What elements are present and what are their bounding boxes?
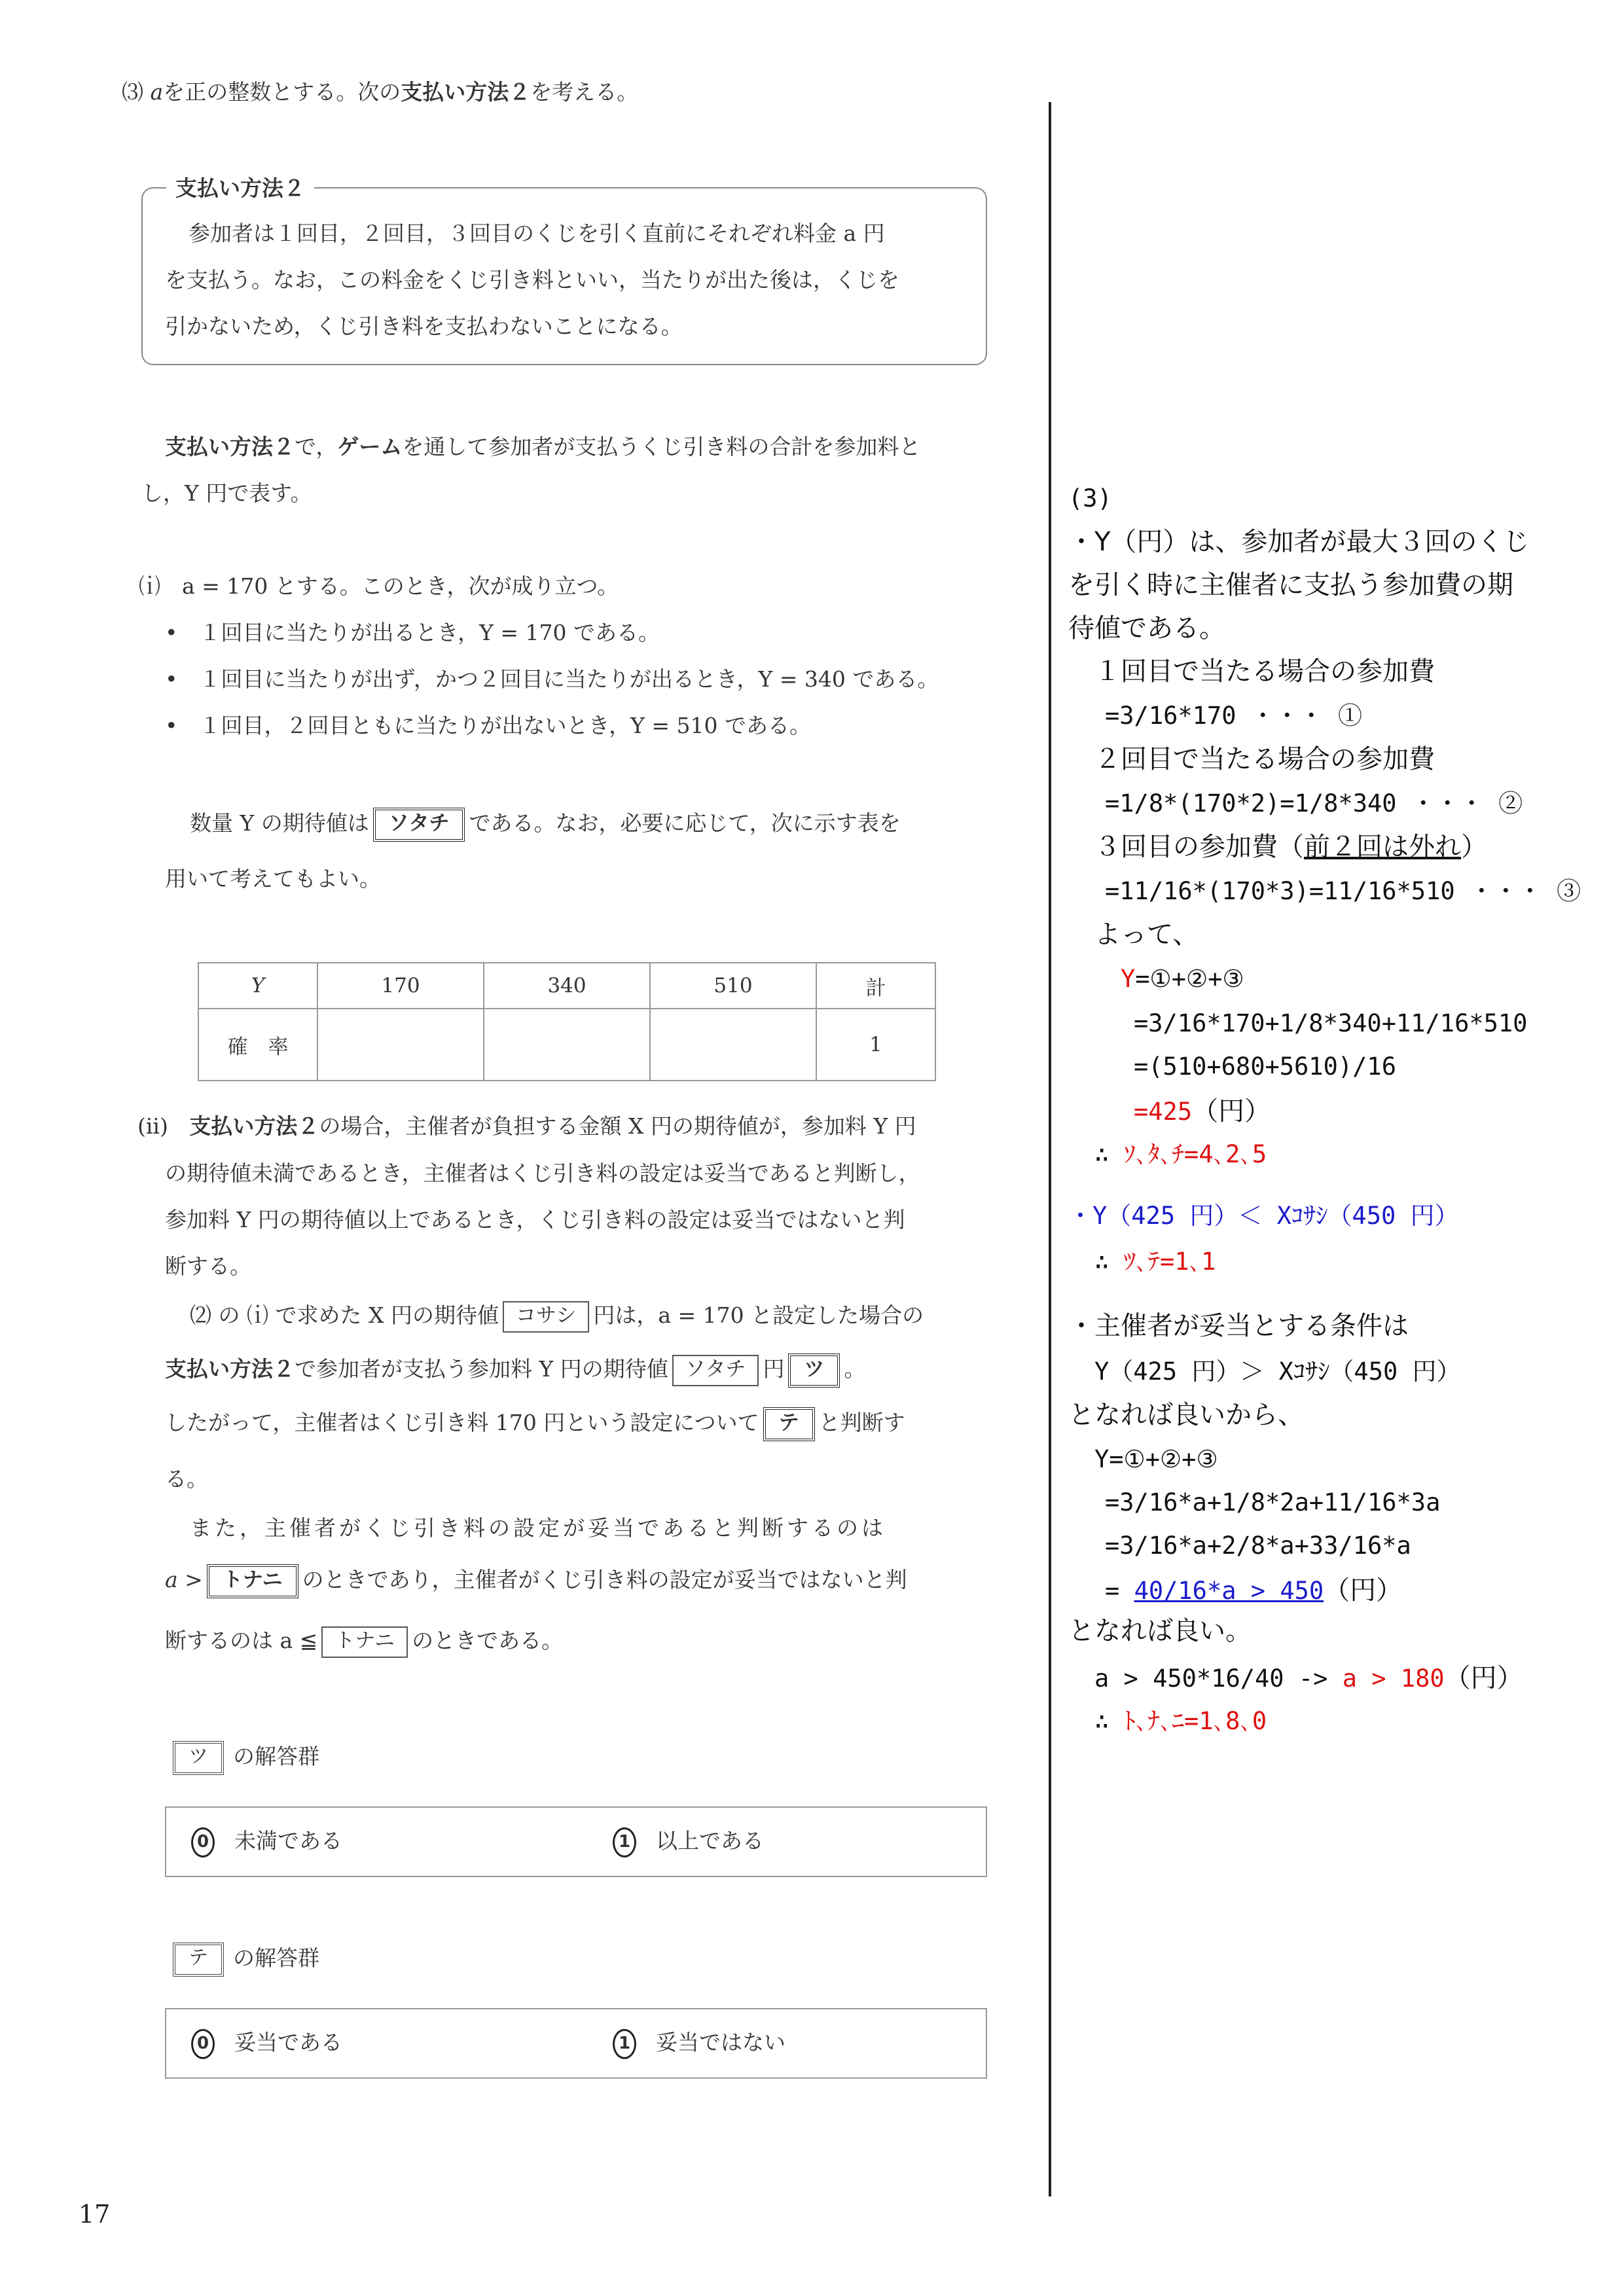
sol-y-red: Y <box>1121 965 1136 993</box>
p2-text-a: ⑵ の ⒤ で求めた X 円の期待値 <box>190 1302 499 1328</box>
option-mark: 1 <box>613 2029 636 2059</box>
p3-method-bold: 支払い方法２ <box>165 1356 295 1382</box>
table-cell <box>650 1009 816 1081</box>
sol-line-7: =1/8*(170*2)=1/8*340 ・・・ ② <box>1105 789 1523 817</box>
sol-line-19: Y（425 円）＞ Xｺｻｼ（450 円） <box>1094 1357 1461 1386</box>
paragraph-5-line-1: また，主催者がくじ引き料の設定が妥当であると判断するのは <box>190 1515 886 1541</box>
option-text: 以上である <box>656 1828 764 1854</box>
def-game-bold: ゲーム <box>337 434 403 459</box>
paragraph-5-line-2 <box>165 1564 907 1598</box>
sol-line-9: =11/16*(170*3)=11/16*510 ・・・ ③ <box>1105 877 1581 905</box>
def-method-bold: 支払い方法２ <box>165 434 295 459</box>
te-option-0[interactable] <box>191 2028 342 2059</box>
sol-line-11b: =①+②+③ <box>1135 965 1244 993</box>
sol-line-18: ・主催者が妥当とする条件は <box>1068 1311 1409 1341</box>
sol-head: (3) <box>1068 484 1112 512</box>
sol-line-24 <box>1105 1573 1402 1607</box>
expectation-line-2: 用いて考えてもよい。 <box>165 866 381 891</box>
expect-text-a: 数量 Y の期待値は <box>190 810 369 836</box>
sol-answer-sotachi: ｿ､ﾀ､ﾁ=4､2､5 <box>1123 1140 1267 1168</box>
sol-line-5: =3/16*170 ・・・ ① <box>1105 702 1363 730</box>
sol-line-2: を引く時に主催者に支払う参加費の期 <box>1068 570 1513 600</box>
sol-line-13: =(510+680+5610)/16 <box>1134 1052 1396 1081</box>
table-header-170: 170 <box>317 963 484 1009</box>
page-number: 17 <box>79 2200 111 2229</box>
table-header-total: 計 <box>816 963 935 1009</box>
sol-line-8c: ） <box>1461 832 1487 862</box>
te-label: テ <box>173 1943 224 1977</box>
table-header-340: 340 <box>484 963 650 1009</box>
sol-line-1: ・Y（円）は、参加者が最大３回のくじ <box>1068 527 1530 557</box>
therefore-symbol: ∴ <box>1094 1707 1110 1735</box>
sol-yen: （円） <box>1192 1096 1271 1126</box>
bullet-2: • １回目に当たりが出ず，かつ２回目に当たりが出るとき，Y = 340 である。 <box>165 666 939 692</box>
part-ii-line-3: 参加料 Y 円の期待値以上であるとき，くじ引き料の設定は妥当ではないと判 <box>165 1207 905 1232</box>
p3-yen: 円 <box>763 1356 785 1382</box>
sol-eq: = <box>1105 1577 1120 1605</box>
tsu-choices-box <box>165 1806 987 1877</box>
sol-line-16: ・Y（425 円）＜ Xｺｻｼ（450 円） <box>1068 1202 1459 1230</box>
sol-line-6: ２回目で当たる場合の参加費 <box>1094 744 1435 774</box>
sol-line-23: =3/16*a+2/8*a+33/16*a <box>1105 1532 1411 1560</box>
paragraph-3 <box>165 1354 865 1388</box>
tsu-option-1[interactable] <box>613 1826 764 1857</box>
problem-number: ⑶ <box>122 79 143 105</box>
p3-end: 。 <box>844 1356 866 1382</box>
method-line-3: 引かないため，くじ引き料を支払わないことになる。 <box>165 314 683 339</box>
sol-line-4: １回目で当たる場合の参加費 <box>1094 656 1435 687</box>
intro-text-a: を正の整数とする。次の <box>163 79 401 105</box>
def-text-b: で， <box>295 434 338 459</box>
expectation-line-1 <box>190 808 901 842</box>
part-ii-line-4: 断する。 <box>165 1253 251 1279</box>
intro-method-bold: 支払い方法２ <box>401 79 531 105</box>
method-title: 支払い方法２ <box>166 173 314 204</box>
p5-text-b: のときであり，主催者がくじ引き料の設定が妥当ではないと判 <box>302 1567 907 1592</box>
table-header-row <box>198 963 935 1009</box>
sol-line-27 <box>1094 1706 1267 1737</box>
te-choices-heading <box>173 1943 319 1977</box>
sol-inequality-blue: 40/16*a > 450 <box>1134 1577 1324 1605</box>
sol-line-10: よって、 <box>1094 920 1199 950</box>
sol-line-25: となれば良い。 <box>1068 1616 1252 1646</box>
sol-line-26 <box>1094 1661 1523 1695</box>
therefore-symbol: ∴ <box>1094 1247 1110 1276</box>
sol-answer-tsute: ﾂ､ﾃ=1､1 <box>1123 1247 1216 1276</box>
sol-line-20: となれば良いから、 <box>1068 1400 1304 1430</box>
definition-line-2: し，Y 円で表す。 <box>141 480 312 506</box>
table-cell <box>317 1009 484 1081</box>
p5-text-a: a > <box>165 1567 203 1592</box>
part-ii-line-1 <box>137 1111 916 1141</box>
tsu-choices-heading <box>173 1741 319 1775</box>
part-ii-text: の場合，主催者が負担する金額 X 円の期待値が，参加料 Y 円 <box>319 1113 916 1139</box>
sol-line-17 <box>1094 1246 1216 1278</box>
intro-text-c: を考える。 <box>530 79 639 105</box>
answer-box-te[interactable]: テ <box>763 1407 815 1441</box>
tsu-label: ツ <box>173 1741 224 1775</box>
sol-line-8b: 前２回は外れ <box>1304 832 1461 862</box>
sol-line-22: =3/16*a+1/8*2a+11/16*3a <box>1105 1488 1441 1516</box>
bullet-1: • １回目に当たりが出るとき，Y = 170 である。 <box>165 620 660 645</box>
p3-text-a: で参加者が支払う参加料 Y 円の期待値 <box>295 1356 668 1382</box>
p2-text-b: 円は，a = 170 と設定した場合の <box>593 1302 924 1328</box>
option-text: 妥当である <box>234 2030 342 2055</box>
answer-box-kosashi[interactable]: コサシ <box>503 1301 589 1333</box>
therefore-symbol: ∴ <box>1094 1140 1110 1168</box>
intro-line <box>122 77 638 107</box>
sol-yen: （円） <box>1444 1663 1523 1693</box>
sol-line-8a: ３回目の参加費（ <box>1094 832 1304 862</box>
table-header-510: 510 <box>650 963 816 1009</box>
p4-text-b: と判断す <box>818 1410 905 1435</box>
tsu-option-0[interactable] <box>191 1826 342 1857</box>
sol-answer-tonani: ﾄ､ﾅ､ﾆ=1､8､0 <box>1123 1707 1267 1735</box>
table-cell <box>484 1009 650 1081</box>
p4-text-a: したがって，主催者はくじ引き料 170 円という設定について <box>165 1410 759 1435</box>
option-mark: 0 <box>191 1827 215 1857</box>
paragraph-4-line-2: る。 <box>165 1466 208 1492</box>
part-i-heading: ⒤ a = 170 とする。このとき，次が成り立つ。 <box>139 573 619 599</box>
sol-result-425: =425 <box>1134 1098 1193 1126</box>
answer-box-tonani-ref[interactable]: トナニ <box>321 1626 408 1658</box>
sol-line-12: =3/16*170+1/8*340+11/16*510 <box>1134 1009 1528 1037</box>
table-prob-row <box>198 1009 935 1081</box>
sol-line-26a: a > 450*16/40 -> <box>1094 1664 1328 1693</box>
sol-line-21: Y=①+②+③ <box>1094 1445 1218 1473</box>
option-text: 妥当ではない <box>656 2030 785 2055</box>
var-a: a <box>150 79 164 105</box>
te-choices-title: の解答群 <box>233 1945 319 1971</box>
expect-text-b: である。なお，必要に応じて，次に示す表を <box>469 810 901 836</box>
definition-line-1 <box>165 432 920 462</box>
method-line-2: を支払う。なお，この料金をくじ引き料といい，当たりが出た後は，くじを <box>165 267 899 293</box>
sol-line-3: 待値である。 <box>1068 613 1225 643</box>
table-cell-total: 1 <box>816 1009 935 1081</box>
def-text-d: を通して参加者が支払うくじ引き料の合計を参加料と <box>402 434 921 459</box>
column-divider <box>1049 102 1051 2197</box>
sol-line-11 <box>1121 963 1244 995</box>
sol-line-8 <box>1094 830 1487 864</box>
sol-line-14 <box>1134 1094 1271 1128</box>
sol-yen: （円） <box>1324 1575 1403 1605</box>
sol-line-15 <box>1094 1139 1267 1170</box>
bullet-3: • １回目，２回目ともに当たりが出ないとき，Y = 510 である。 <box>165 713 812 738</box>
p6-text-a: 断するのは a ≦ <box>165 1628 318 1653</box>
answer-box-tonani[interactable]: トナニ <box>207 1564 298 1598</box>
paragraph-2 <box>190 1300 924 1333</box>
probability-table <box>198 962 936 1081</box>
table-header-y: Y <box>198 963 317 1009</box>
option-mark: 0 <box>191 2029 215 2059</box>
part-ii-line-2: の期待値未満であるとき，主催者はくじ引き料の設定は妥当であると判断し， <box>165 1160 920 1186</box>
tsu-choices-title: の解答群 <box>233 1744 319 1769</box>
part-ii-method-bold: 支払い方法２ <box>189 1113 319 1139</box>
answer-box-sotachi[interactable]: ソタチ <box>373 808 465 842</box>
option-mark: 1 <box>613 1827 636 1857</box>
paragraph-6 <box>165 1626 563 1658</box>
sol-a-gt-180: a > 180 <box>1342 1664 1445 1693</box>
p6-text-b: のときである。 <box>412 1628 564 1653</box>
method-line-1: 参加者は１回目，２回目，３回目のくじを引く直前にそれぞれ料金 a 円 <box>189 221 885 246</box>
answer-box-tsu[interactable]: ツ <box>788 1354 840 1388</box>
te-option-1[interactable] <box>613 2028 785 2059</box>
paragraph-4 <box>165 1407 905 1441</box>
part-ii-number: (ii) <box>137 1113 168 1139</box>
table-row-label: 確 率 <box>198 1009 317 1081</box>
answer-box-sotachi-ref[interactable]: ソタチ <box>672 1355 759 1386</box>
te-choices-box <box>165 2008 987 2079</box>
option-text: 未満である <box>234 1828 342 1854</box>
